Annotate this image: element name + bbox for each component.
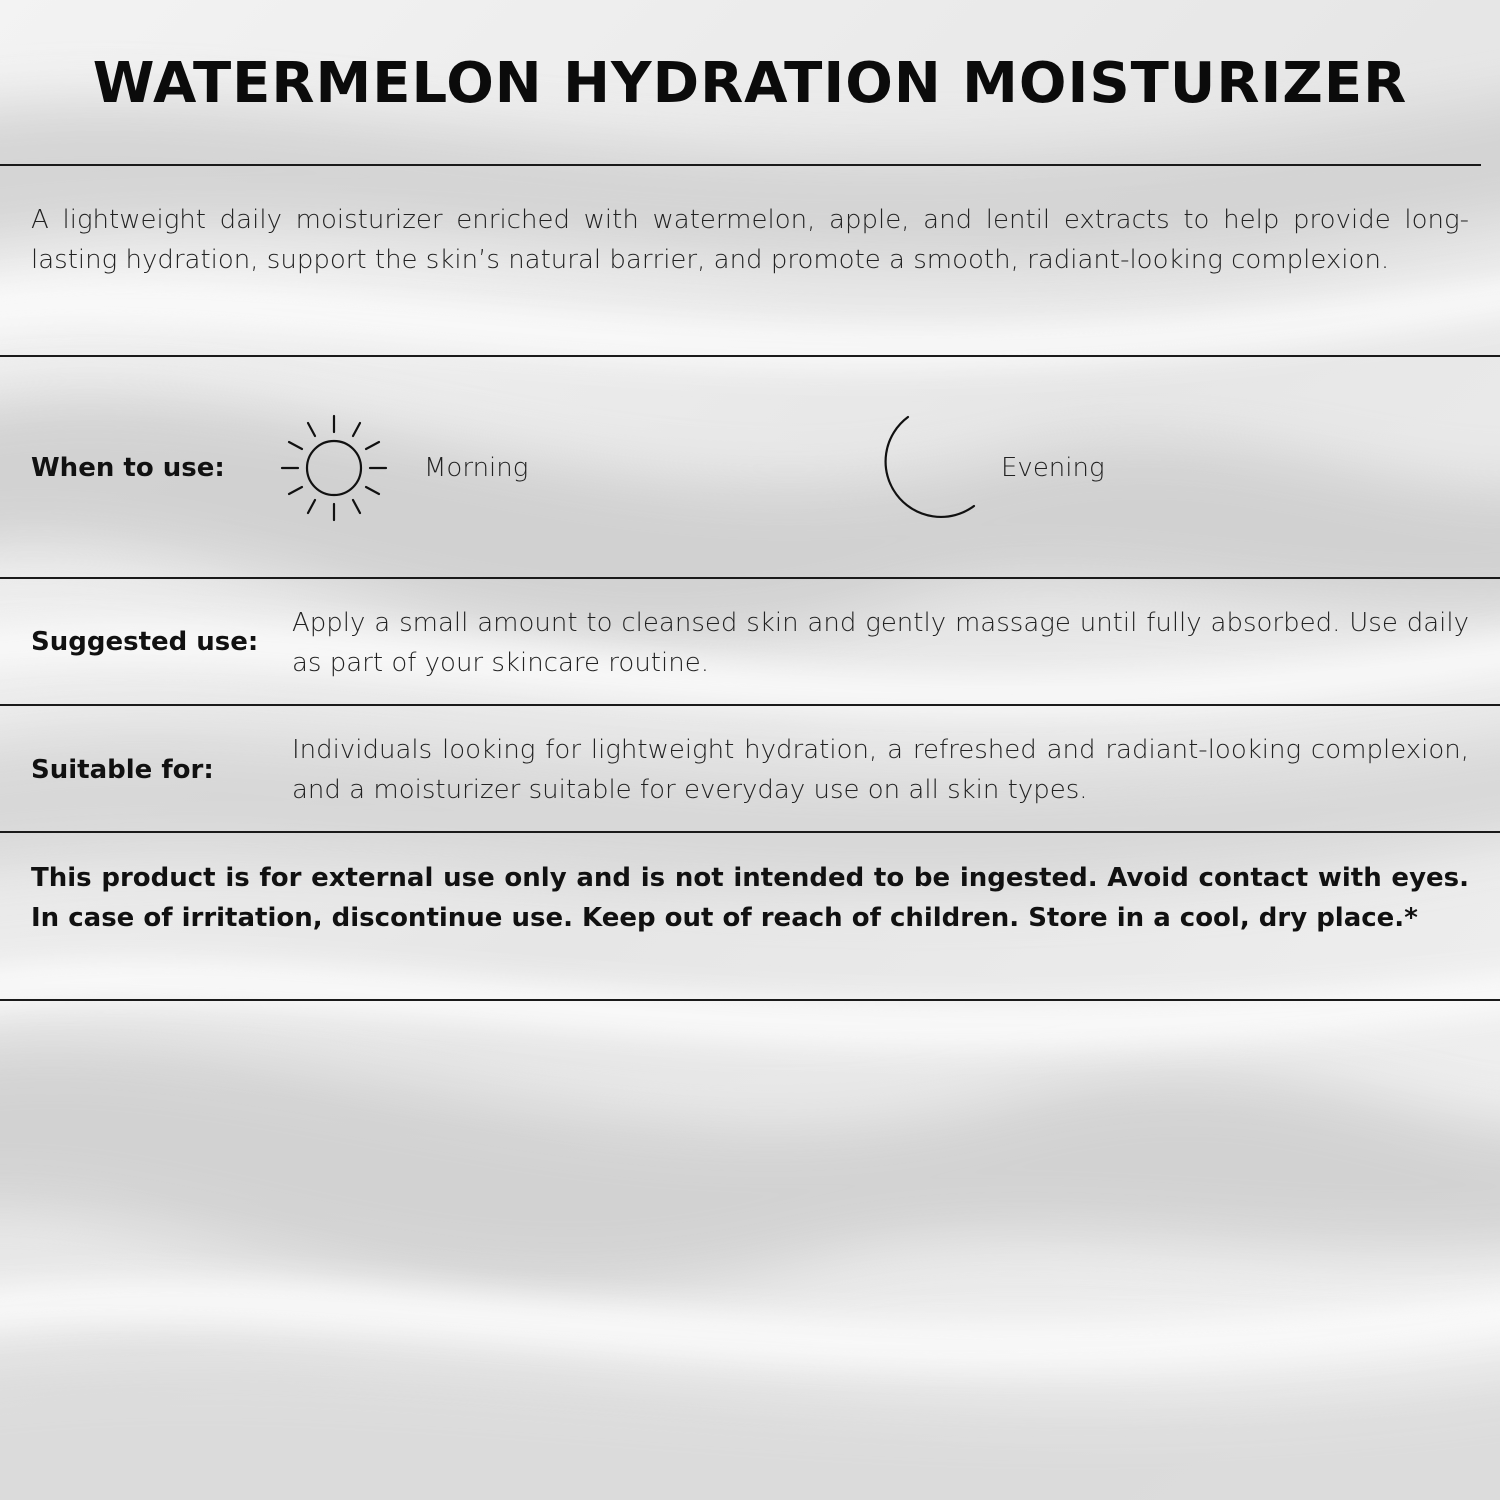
divider: [0, 704, 1500, 706]
evening-label: Evening: [1001, 453, 1105, 483]
product-description: A lightweight daily moisturizer enriched with watermelon, apple, and lentil extracts to help provide long-lasting hydration, support the skin’s natural barrier, and promote a smooth, radiant-looking complexion.: [31, 205, 1469, 275]
suitable-for-text: Individuals looking for lightweight hydration, a refreshed and radiant-looking complexion, and a moisturizer suitable for everyday use on all skin types.: [292, 735, 1469, 805]
sun-icon: [280, 414, 388, 522]
safety-warning: This product is for external use only and is not intended to be ingested. Avoid contact with eyes. In case of irritation, discontinue use. Keep out of reach of children. Store in a cool, dry place.*: [31, 863, 1469, 933]
when-to-use-label: When to use:: [31, 453, 225, 483]
divider: [0, 577, 1500, 579]
divider: [0, 355, 1500, 357]
divider: [0, 164, 1481, 166]
morning-label: Morning: [424, 453, 529, 483]
divider: [0, 999, 1500, 1001]
suggested-use-label: Suggested use:: [31, 627, 259, 657]
suitable-for-label: Suitable for:: [31, 755, 214, 785]
product-title: WATERMELON HYDRATION MOISTURIZER: [92, 51, 1408, 116]
suggested-use-text: Apply a small amount to cleansed skin and gently massage until fully absorbed. Use daily as part of your skincare routine.: [292, 608, 1469, 678]
moon-icon: [878, 414, 978, 522]
divider: [0, 831, 1500, 833]
